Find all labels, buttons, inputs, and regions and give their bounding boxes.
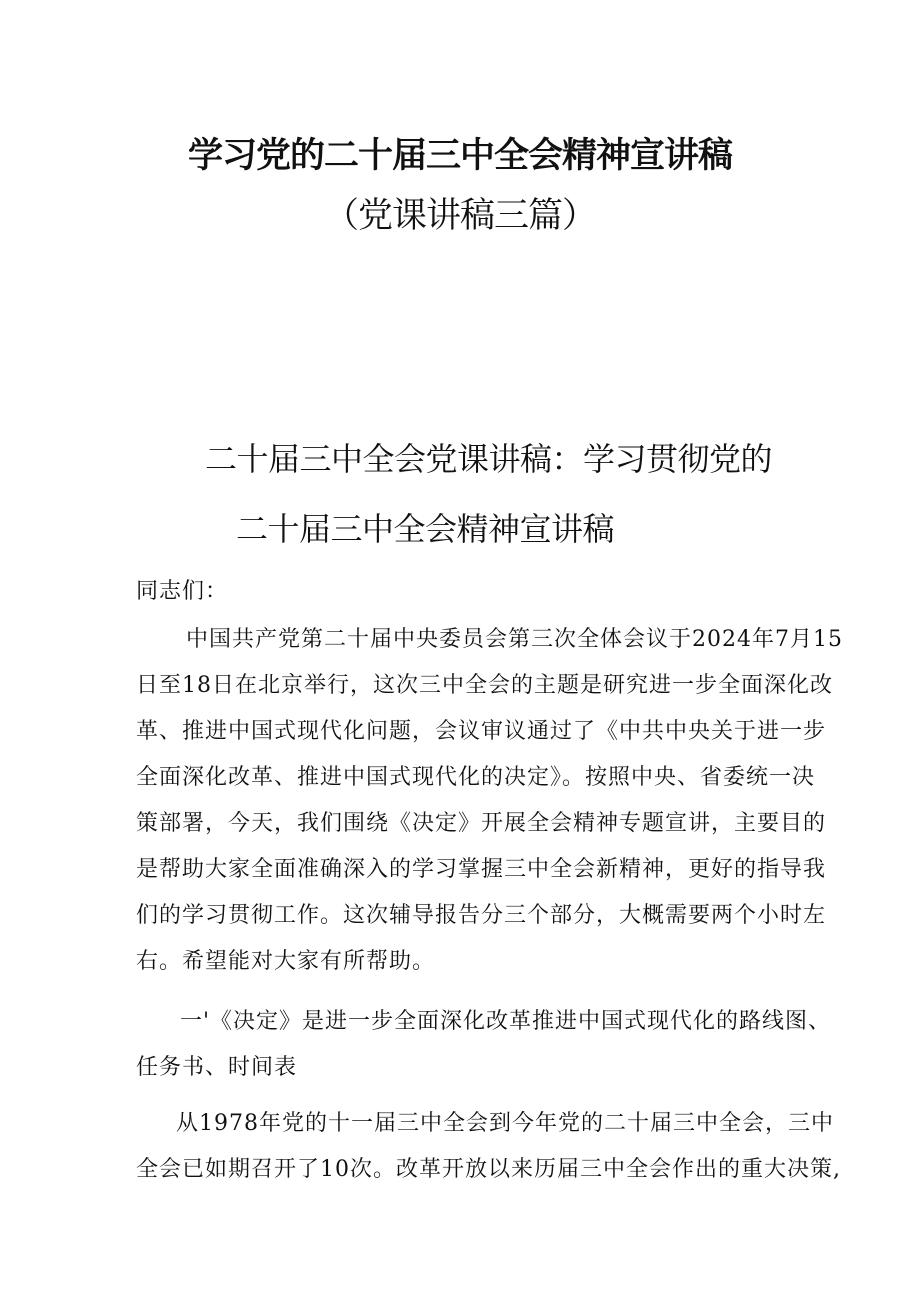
paragraph-line: 是帮助大家全面准确深入的学习掌握三中全会新精神，更好的指导我 [136, 857, 827, 882]
greeting: 同志们： [136, 579, 229, 604]
paragraph-line: 日至18日在北京举行，这次三中全会的主题是研究进一步全面深化改 [136, 673, 833, 698]
paragraph-line: 全面深化改革、推进中国式现代化的决定》。按照中央、省委统一决 [136, 765, 816, 790]
paragraph-line: 右。希望能对大家有所帮助。 [136, 949, 436, 974]
section-title-line-1: 二十届三中全会党课讲稿：学习贯彻党的 [205, 440, 773, 478]
paragraph-line: 全会已如期召开了10次。改革开放以来历届三中全会作出的重大决策, [136, 1157, 841, 1182]
paragraph-line: 们的学习贯彻工作。这次辅导报告分三个部分，大概需要两个小时左 [136, 903, 827, 928]
section-heading-line: 任务书、时间表 [136, 1055, 298, 1080]
paragraph-line: 革、推进中国式现代化问题，会议审议通过了《中共中央关于进一步 [136, 719, 827, 744]
paragraph-line: 中国共产党第二十届中央委员会第三次全体会议于2024年7月15 [186, 627, 843, 652]
main-subtitle: （党课讲稿三篇） [323, 196, 596, 236]
paragraph-line: 策部署，今天，我们围绕《决定》开展全会精神专题宣讲，主要目的 [136, 811, 827, 836]
paragraph-line: 从1978年党的十一届三中全会到今年党的二十届三中全会，三中 [176, 1111, 834, 1136]
section-heading-line: 一'《决定》是进一步全面深化改革推进中国式现代化的路线图、 [180, 1009, 832, 1034]
main-title: 学习党的二十届三中全会精神宣讲稿 [187, 136, 732, 176]
section-title-line-2: 二十届三中全会精神宣讲稿 [236, 510, 615, 548]
